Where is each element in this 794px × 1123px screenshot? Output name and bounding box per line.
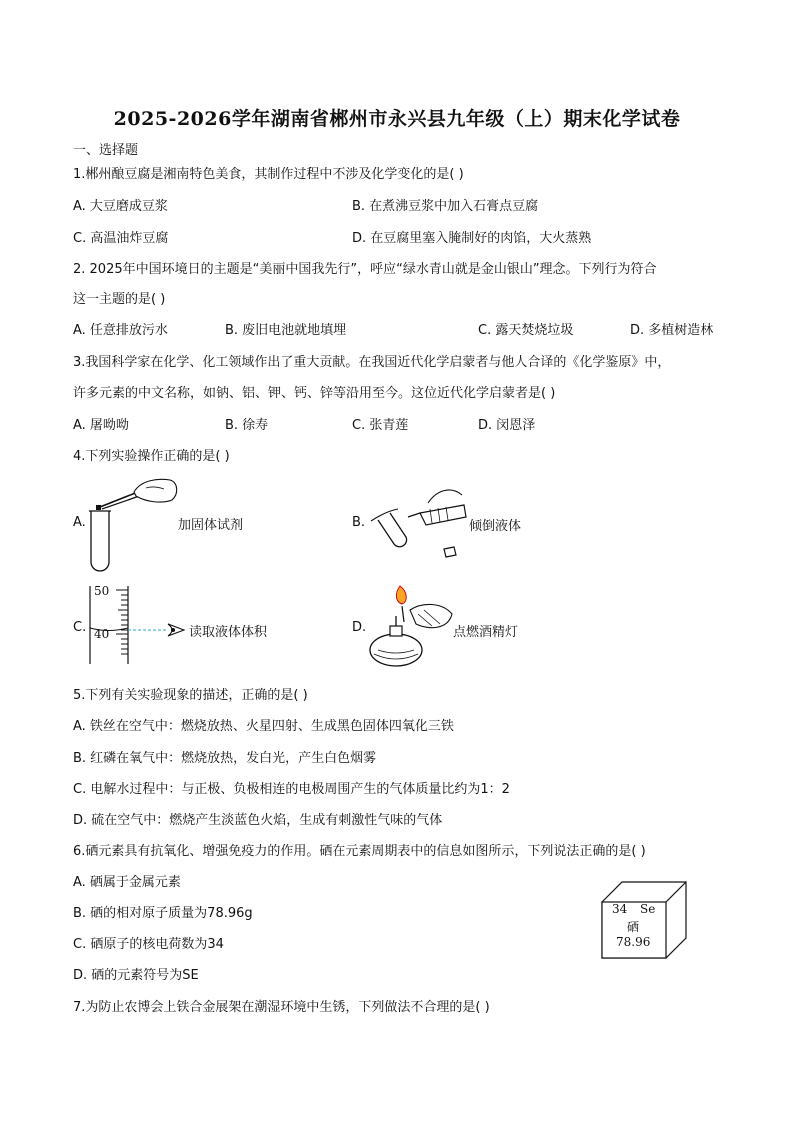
element-atomic-mass: 78.96 [616,935,651,949]
q4-option-b-figure [368,473,468,573]
exam-title: 2025-2026学年湖南省郴州市永兴县九年级（上）期末化学试卷 [113,108,681,130]
q1-option-b: B. 在煮沸豆浆中加入石膏点豆腐 [352,199,539,214]
q4-option-b-caption: 倾倒液体 [469,519,522,534]
q5-option-b: B. 红磷在氧气中：燃烧放热，发白光，产生白色烟雾 [73,751,377,766]
selenium-element-card [600,880,690,960]
q4-option-b-letter: B. [352,515,366,530]
q6-option-d: D. 硒的元素符号为SE [73,968,199,983]
q2-stem-line2: 这一主题的是( ) [73,292,166,307]
q3-option-c: C. 张青莲 [352,418,409,433]
q3-stem-line2: 许多元素的中文名称，如钠、铝、钾、钙、锌等沿用至今。这位近代化学启蒙者是( ) [73,386,556,401]
q2-option-c: C. 露天焚烧垃圾 [478,323,574,338]
q6-option-c: C. 硒原子的核电荷数为34 [73,937,224,952]
bottle-stopper-icon [444,547,456,557]
q4-stem: 4.下列实验操作正确的是( ) [73,449,230,464]
q4-option-d-letter: D. [352,620,367,635]
q6-stem: 6.硒元素具有抗氧化、增强免疫力的作用。硒在元素周期表中的信息如图所示，下列说法正确的是( ) [73,844,646,859]
eye-icon [168,624,184,636]
q3-stem-line1: 3.我国科学家在化学、化工领域作出了重大贡献。在我国近代化学启蒙者与他人合译的《化学鉴原》中， [73,355,671,370]
q2-option-d: D. 多植树造林 [630,323,714,338]
q5-stem: 5.下列有关实验现象的描述，正确的是( ) [73,688,308,703]
q4-option-c-figure [88,586,188,666]
element-symbol: Se [640,902,656,916]
q2-stem-line1: 2. 2025年中国环境日的主题是“美丽中国我先行”，呼应“绿水青山就是金山银山”理念。下列行为符合 [73,262,657,277]
flame-icon [396,586,406,604]
q1-option-d: D. 在豆腐里塞入腌制好的肉馅，大火蒸熟 [352,231,592,246]
section-heading: 一、选择题 [73,143,139,158]
q2-option-a: A. 任意排放污水 [73,323,168,338]
q1-stem: 1.郴州酿豆腐是湘南特色美食，其制作过程中不涉及化学变化的是( ) [73,167,464,182]
q4-option-a-figure [86,474,181,574]
q1-option-c: C. 高温油炸豆腐 [73,231,169,246]
q4-option-d-figure [364,580,454,670]
reagent-bottle-icon [420,505,466,525]
hand-icon [134,479,177,502]
q5-option-c: C. 电解水过程中：与正极、负极相连的电极周围产生的气体质量比约为1：2 [73,782,510,797]
q4-option-d-caption: 点燃酒精灯 [453,625,519,640]
q6-option-b: B. 硒的相对原子质量为78.96g [73,906,253,921]
q4-option-a-caption: 加固体试剂 [178,518,244,533]
q3-option-b: B. 徐寿 [225,418,269,433]
cylinder-scale-top: 50 [94,584,110,598]
q5-option-d: D. 硫在空气中：燃烧产生淡蓝色火焰，生成有刺激性气味的气体 [73,813,443,828]
alcohol-lamp-icon [370,634,422,666]
q3-option-a: A. 屠呦呦 [73,418,129,433]
element-name: 硒 [627,920,640,934]
q7-stem: 7.为防止农博会上铁合金展架在潮湿环境中生锈，下列做法不合理的是( ) [73,1000,490,1015]
q2-option-b: B. 废旧电池就地填埋 [225,323,347,338]
q5-option-a: A. 铁丝在空气中：燃烧放热、火星四射、生成黑色固体四氧化三铁 [73,719,454,734]
q4-option-c-caption: 读取液体体积 [189,625,268,640]
q4-option-a-letter: A. [73,515,86,530]
cylinder-scale-bottom: 40 [94,627,110,641]
q4-option-c-letter: C. [73,620,87,635]
test-tube-icon [378,513,407,547]
q3-option-d: D. 闵恩泽 [478,418,536,433]
element-atomic-number: 34 [612,902,628,916]
q1-option-a: A. 大豆磨成豆浆 [73,199,168,214]
test-tube-icon [91,511,109,571]
q6-option-a: A. 硒属于金属元素 [73,875,181,890]
